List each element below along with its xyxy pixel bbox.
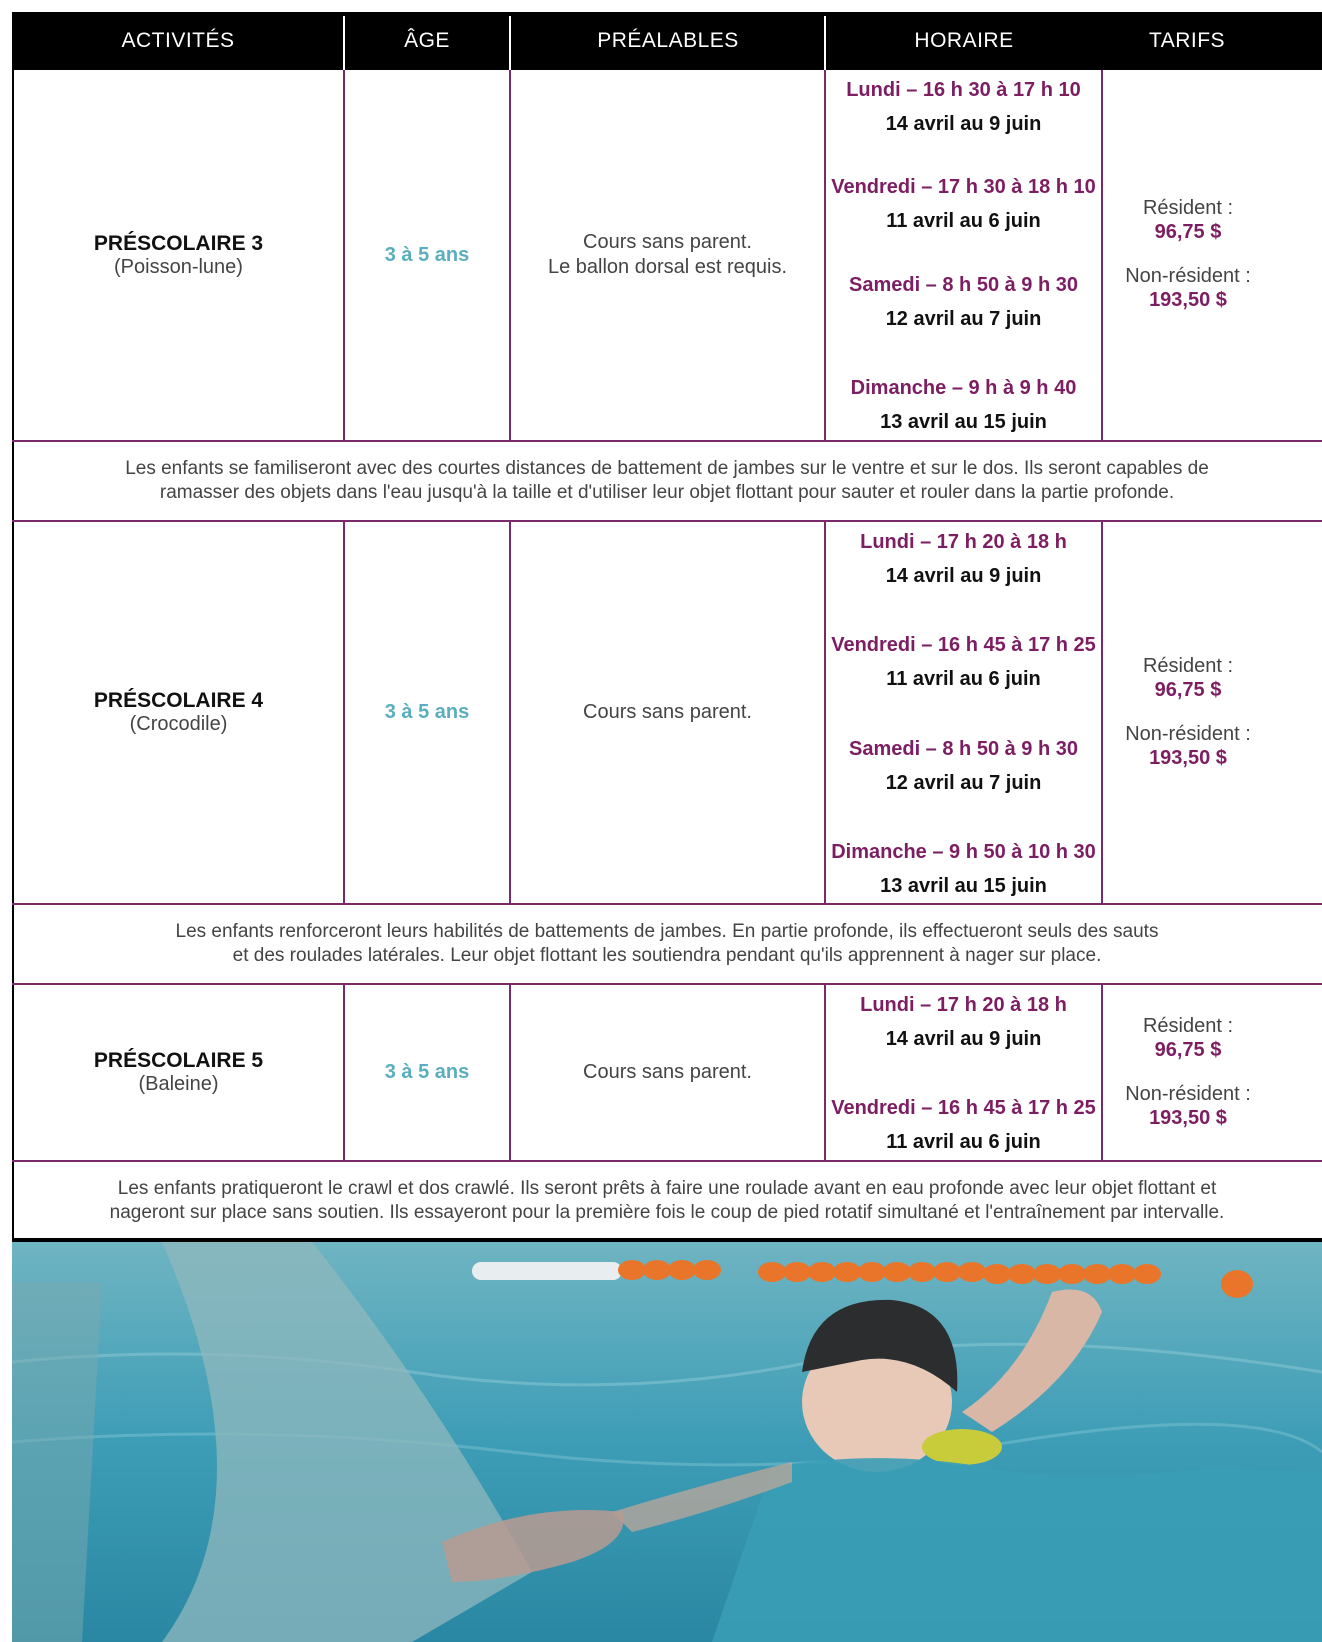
prealables-cell xyxy=(511,70,824,440)
activity-subtitle: (Crocodile) xyxy=(129,713,228,735)
prealables-line: Cours sans parent. xyxy=(583,231,752,253)
activity-description xyxy=(12,1162,1322,1240)
age-cell xyxy=(345,985,509,1160)
description-line: ramasser des objets dans l'eau jusqu'à la taille et d'utiliser leur objet flottant pour sauter et rouler dans la partie profonde. xyxy=(159,482,1175,503)
schedule-day: Dimanche – 9 h 50 à 10 h 30 xyxy=(831,841,1096,863)
description-line: nageront sur place sans soutien. Ils essayeront pour la première fois le coup de pied rotatif simultané et l'entraînement par intervalle. xyxy=(109,1202,1225,1223)
schedule-slot xyxy=(826,1092,1101,1160)
schedule-dates: 14 avril au 9 juin xyxy=(885,565,1042,587)
resident-label: Résident : xyxy=(1142,197,1234,219)
activity-cell xyxy=(14,522,343,903)
resident-price: 96,75 $ xyxy=(1154,1038,1222,1061)
nonresident-price: 193,50 $ xyxy=(1149,289,1227,311)
activity-description xyxy=(12,442,1322,520)
age-value: 3 à 5 ans xyxy=(384,701,470,723)
schedule-day: Lundi – 17 h 20 à 18 h xyxy=(860,531,1067,553)
description-line: Les enfants pratiqueront le crawl et dos crawlé. Ils seront prêts à faire une roulade avant en eau profonde avec leur objet flottant et xyxy=(117,1178,1217,1199)
schedule-dates: 14 avril au 9 juin xyxy=(885,113,1042,135)
schedule-table xyxy=(12,12,1322,1642)
pool-illustration xyxy=(12,1242,1322,1642)
schedule-dates: 12 avril au 7 juin xyxy=(885,308,1042,330)
header-horaire: HORAIRE xyxy=(914,29,1014,52)
nonresident-label: Non-résident : xyxy=(1125,722,1251,745)
prealables-line: Cours sans parent. xyxy=(583,701,752,723)
schedule-day: Dimanche – 9 h à 9 h 40 xyxy=(850,377,1077,399)
schedule-slot xyxy=(826,526,1101,594)
activity-cell xyxy=(14,985,343,1160)
resident-label: Résident : xyxy=(1142,1014,1234,1037)
schedule-slot xyxy=(826,836,1101,904)
child-swimming-photo xyxy=(12,1242,1322,1642)
header-tarifs: TARIFS xyxy=(1148,29,1226,52)
nonresident-label: Non-résident : xyxy=(1125,265,1251,287)
resident-price: 96,75 $ xyxy=(1154,678,1222,701)
schedule-day: Samedi – 8 h 50 à 9 h 30 xyxy=(848,274,1078,296)
activity-subtitle: (Poisson-lune) xyxy=(114,255,243,278)
schedule-day: Lundi – 17 h 20 à 18 h xyxy=(860,994,1067,1016)
schedule-slot xyxy=(826,269,1101,337)
schedule-slot xyxy=(826,733,1101,801)
description-line: et des roulades latérales. Leur objet flottant les soutiendra pendant qu'ils apprennent à nager sur place. xyxy=(232,945,1102,966)
nonresident-label: Non-résident : xyxy=(1125,1082,1251,1105)
header-activites: ACTIVITÉS xyxy=(121,29,235,52)
tarifs-cell xyxy=(1103,70,1273,440)
schedule-day: Lundi – 16 h 30 à 17 h 10 xyxy=(846,79,1081,101)
schedule-dates: 11 avril au 6 juin xyxy=(886,210,1041,232)
schedule-slot xyxy=(826,171,1101,239)
schedule-dates: 14 avril au 9 juin xyxy=(885,1028,1042,1050)
prealables-cell xyxy=(511,522,824,903)
schedule-dates: 13 avril au 15 juin xyxy=(880,411,1047,433)
prealables-cell xyxy=(511,985,824,1160)
activity-cell xyxy=(14,70,343,440)
age-value: 3 à 5 ans xyxy=(384,243,470,266)
schedule-dates: 12 avril au 7 juin xyxy=(885,772,1042,794)
schedule-dates: 11 avril au 6 juin xyxy=(886,1131,1041,1153)
age-cell xyxy=(345,522,509,903)
header-age: ÂGE xyxy=(404,29,450,52)
prealables-line: Cours sans parent. xyxy=(583,1061,752,1083)
schedule-slot xyxy=(826,629,1101,697)
schedule-dates: 11 avril au 6 juin xyxy=(886,668,1041,690)
prealables-line: Le ballon dorsal est requis. xyxy=(547,256,788,278)
schedule-cell xyxy=(826,985,1101,1160)
schedule-slot xyxy=(826,372,1101,440)
description-line: Les enfants renforceront leurs habilités de battements de jambes. En partie profonde, ils effectueront seuls des sauts xyxy=(175,921,1159,942)
schedule-cell xyxy=(826,70,1101,440)
activity-subtitle: (Baleine) xyxy=(138,1073,219,1095)
schedule-day: Vendredi – 17 h 30 à 18 h 10 xyxy=(831,176,1096,198)
activity-description xyxy=(12,905,1322,983)
description-line: Les enfants se familiseront avec des courtes distances de battement de jambes sur le ventre et sur le dos. Ils seront capables de xyxy=(125,458,1209,479)
activity-name: PRÉSCOLAIRE 4 xyxy=(93,689,264,712)
activity-name: PRÉSCOLAIRE 3 xyxy=(93,231,264,255)
schedule-slot xyxy=(826,74,1101,142)
resident-label: Résident : xyxy=(1142,654,1234,677)
resident-price: 96,75 $ xyxy=(1154,221,1222,243)
tarifs-cell xyxy=(1103,985,1273,1160)
schedule-day: Vendredi – 16 h 45 à 17 h 25 xyxy=(831,1097,1096,1119)
nonresident-price: 193,50 $ xyxy=(1149,1106,1227,1129)
tarifs-cell xyxy=(1103,522,1273,903)
nonresident-price: 193,50 $ xyxy=(1149,746,1227,769)
schedule-cell xyxy=(826,522,1101,903)
schedule-slot xyxy=(826,989,1101,1057)
header-prealables: PRÉALABLES xyxy=(597,29,739,52)
activity-name: PRÉSCOLAIRE 5 xyxy=(93,1049,264,1072)
table-header xyxy=(12,12,1322,70)
schedule-day: Samedi – 8 h 50 à 9 h 30 xyxy=(848,738,1078,760)
schedule-dates: 13 avril au 15 juin xyxy=(880,875,1047,897)
schedule-day: Vendredi – 16 h 45 à 17 h 25 xyxy=(831,634,1096,656)
age-cell xyxy=(345,70,509,440)
age-value: 3 à 5 ans xyxy=(384,1061,470,1083)
